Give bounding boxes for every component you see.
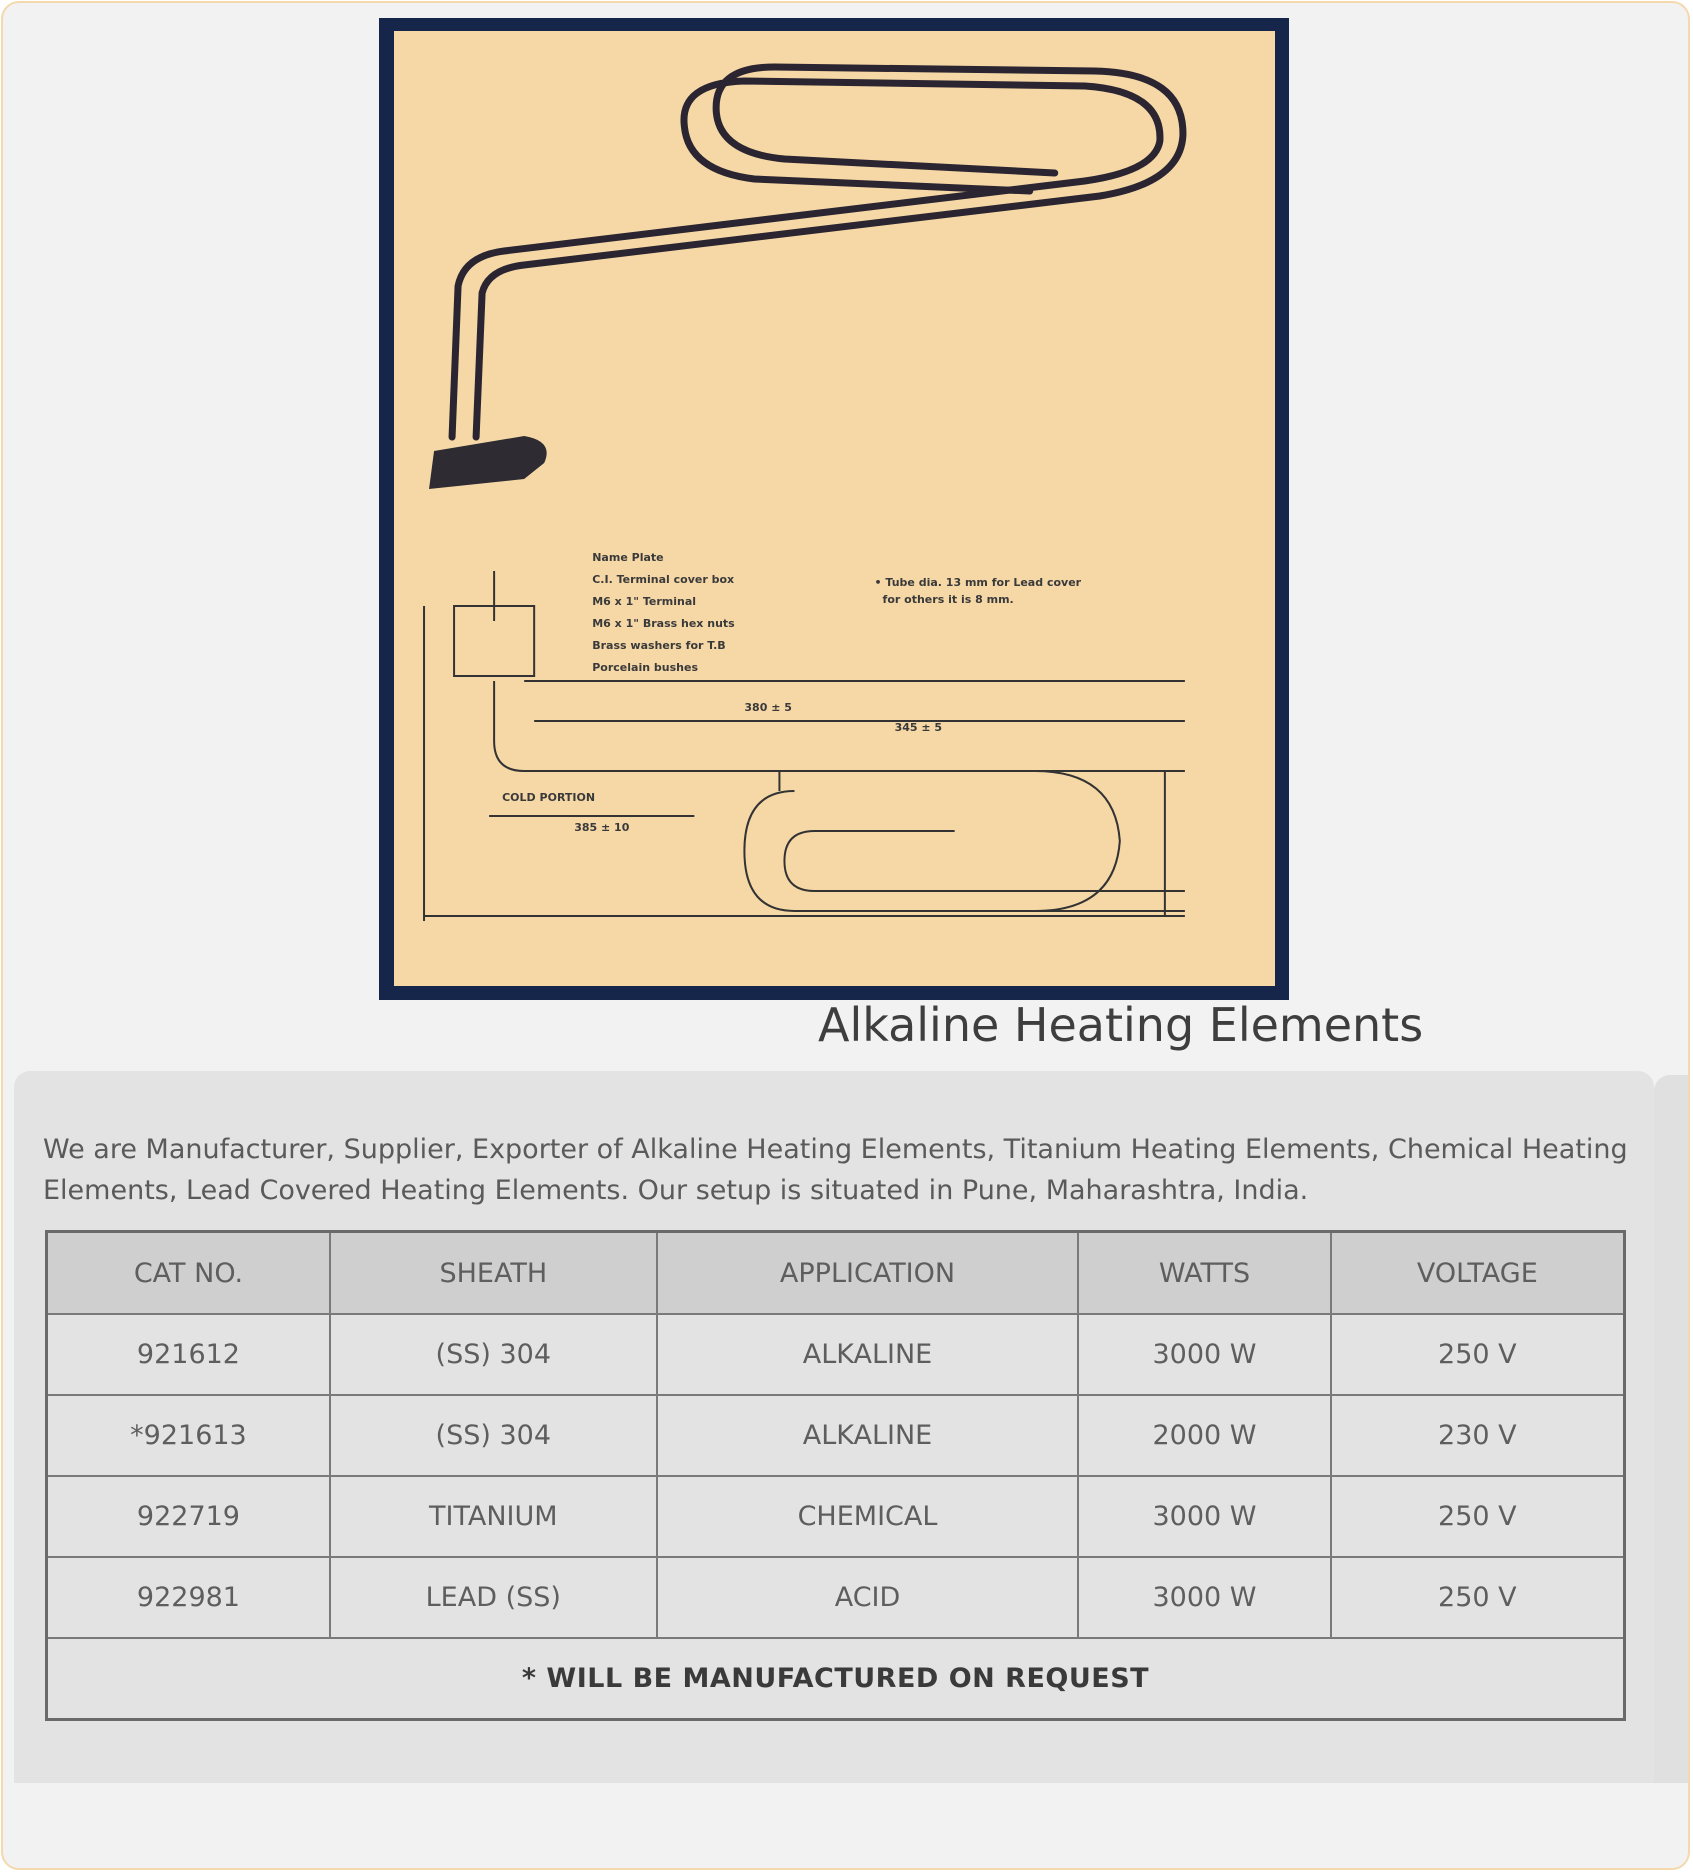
svg-text:for others it is 8 mm.: for others it is 8 mm. (882, 593, 1014, 606)
svg-text:C.I. Terminal cover box: C.I. Terminal cover box (592, 573, 735, 586)
table-row (47, 1314, 1625, 1395)
header-cat-no: CAT NO. (47, 1232, 330, 1315)
cell-application: CHEMICAL (657, 1476, 1079, 1557)
svg-text:385 ± 10: 385 ± 10 (574, 821, 630, 834)
svg-text:380 ± 5: 380 ± 5 (744, 701, 792, 714)
cell-watts: 3000 W (1078, 1557, 1330, 1638)
header-sheath: SHEATH (330, 1232, 657, 1315)
cell-voltage: 250 V (1331, 1314, 1625, 1395)
table-header-row (47, 1232, 1625, 1315)
page-frame (1, 1, 1690, 1870)
cell-sheath: (SS) 304 (330, 1395, 657, 1476)
header-voltage: VOLTAGE (1331, 1232, 1625, 1315)
cell-sheath: (SS) 304 (330, 1314, 657, 1395)
footnote: * WILL BE MANUFACTURED ON REQUEST (47, 1638, 1625, 1720)
svg-text:345 ± 5: 345 ± 5 (894, 721, 943, 734)
cell-cat-no: *921613 (47, 1395, 330, 1476)
cell-application: ACID (657, 1557, 1079, 1638)
svg-text:M6 x 1" Brass hex nuts: M6 x 1" Brass hex nuts (592, 617, 735, 630)
svg-text:• Tube dia. 13 mm for Lead cov: • Tube dia. 13 mm for Lead cover (874, 576, 1082, 589)
cell-sheath: TITANIUM (330, 1476, 657, 1557)
specs-table (45, 1230, 1626, 1721)
svg-text:COLD PORTION: COLD PORTION (502, 791, 596, 804)
cell-cat-no: 921612 (47, 1314, 330, 1395)
cell-voltage: 250 V (1331, 1557, 1625, 1638)
heating-element-drawing-icon (394, 31, 1275, 986)
table-footnote-row (47, 1638, 1625, 1720)
table-row (47, 1476, 1625, 1557)
cell-application: ALKALINE (657, 1395, 1079, 1476)
header-application: APPLICATION (657, 1232, 1079, 1315)
panel-edge (1654, 1075, 1690, 1783)
cell-watts: 2000 W (1078, 1395, 1330, 1476)
product-title: Alkaline Heating Elements (818, 998, 1424, 1052)
cell-sheath: LEAD (SS) (330, 1557, 657, 1638)
svg-text:Name Plate: Name Plate (592, 551, 664, 564)
product-description: We are Manufacturer, Supplier, Exporter of Alkaline Heating Elements, Titanium Heating Elements, Chemical Heating Elements, Lead Covered Heating Elements. Our setup is situated in Pune, Maharashtra, India. (43, 1134, 1628, 1206)
cell-watts: 3000 W (1078, 1476, 1330, 1557)
cell-watts: 3000 W (1078, 1314, 1330, 1395)
cell-cat-no: 922719 (47, 1476, 330, 1557)
header-watts: WATTS (1078, 1232, 1330, 1315)
cell-application: ALKALINE (657, 1314, 1079, 1395)
cell-voltage: 250 V (1331, 1476, 1625, 1557)
table-row (47, 1395, 1625, 1476)
cell-voltage: 230 V (1331, 1395, 1625, 1476)
table-row (47, 1557, 1625, 1638)
svg-text:Porcelain bushes: Porcelain bushes (592, 661, 699, 674)
product-image (379, 18, 1289, 1000)
svg-text:Brass washers for T.B: Brass washers for T.B (592, 639, 726, 652)
svg-text:M6 x 1" Terminal: M6 x 1" Terminal (592, 595, 697, 608)
cell-cat-no: 922981 (47, 1557, 330, 1638)
